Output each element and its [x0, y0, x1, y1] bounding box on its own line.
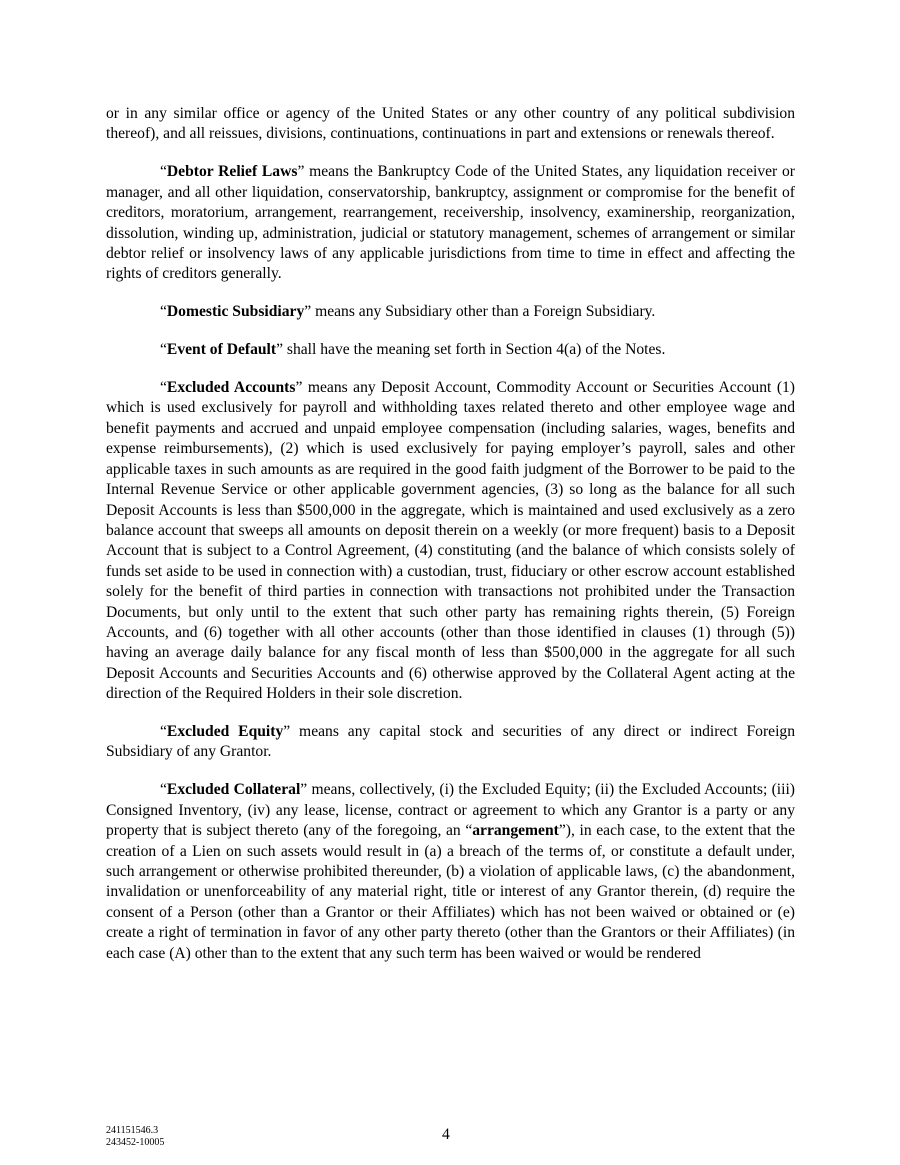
- defined-term: Event of Default: [166, 341, 277, 359]
- defined-term: Domestic Subsidiary: [166, 303, 305, 321]
- defined-term: Excluded Equity: [166, 723, 284, 741]
- page-number: 4: [442, 1126, 450, 1143]
- defined-term: Debtor Relief Laws: [166, 163, 298, 181]
- definition-domestic-subsidiary: “Domestic Subsidiary” means any Subsidiary other than a Foreign Subsidiary.: [160, 303, 656, 321]
- definition-text: means, collectively, (i) the Excluded Equity; (ii) the Excluded Accounts; (iii) Consigned Inventory, (iv) any lease, license, contract or agreement to which any Grantor is a party or any property that is subject thereto (any of the foregoing, an “: [106, 781, 795, 840]
- definition-text: means any capital stock and securities of any direct or indirect Foreign Subsidiary of any Grantor.: [106, 723, 796, 761]
- definition-excluded-collateral: “Excluded Collateral” means, collectively, (i) the Excluded Equity; (ii) the Excluded Accounts; (iii) Consigned Inventory, (iv) any lease, license, contract or agreement to which any Grantor is a party or any property that is subject thereto (any of the foregoing, an “arrangement”), in each case, to the extent that the creation of a Lien on such assets would result in (a) a breach of the terms of, or constitute a default under, such arrangement or otherwise prohibited thereunder, (b) a violation of applicable laws, (c) the abandonment, invalidation or unenforceability of any material right, title or interest of any Grantor therein, (d) require the consent of a Person (other than a Grantor or their Affiliates) which has not been waived or obtained or (e) create a right of termination in favor of any other party thereto (other than the Grantors or their Affiliates) (in each case (A) other than to the extent that any such term has been waived or would be rendered: [106, 781, 795, 962]
- definition-excluded-equity: “Excluded Equity” means any capital stock and securities of any direct or indirect Foreign Subsidiary of any Grantor.: [106, 723, 796, 761]
- definition-text: means any Subsidiary other than a Foreign Subsidiary.: [311, 303, 656, 321]
- defined-term: Excluded Collateral: [166, 781, 301, 799]
- defined-term: Excluded Accounts: [166, 379, 296, 397]
- definition-excluded-accounts: “Excluded Accounts” means any Deposit Account, Commodity Account or Securities Account (1) which is used exclusively for payroll and withholding taxes related thereto and other employee wage and benefit payments and accrued and unpaid employee compensation (including salaries, wages, benefits and expense reimbursements), (2) which is used exclusively for paying employer’s payroll, sales and other applicable taxes in such amounts as are required in the good faith judgment of the Borrower to be paid to the Internal Revenue Service or other applicable government agencies, (3) so long as the balance for all such Deposit Accounts is less than $500,000 in the aggregate, which is maintained and used exclusively as a zero balance account that sweeps all amounts on deposit therein on a weekly (or more frequent) basis to a Deposit Account that is subject to a Control Agreement, (4) constituting (and the balance of which consists solely of funds set aside to be used in connection with) a custodian, trust, fiduciary or other escrow account established solely for the benefit of third parties in connection with transactions not prohibited under the Transaction Documents, but only until to the extent that such other party has remaining rights therein, (5) Foreign Accounts, and (6) together with all other accounts (other than those identified in clauses (1) through (5)) having an average daily balance for any fiscal month of less than $500,000 in the aggregate for all such Deposit Accounts and Securities Accounts and (6) otherwise approved by the Collateral Agent acting at the direction of the Required Holders in their sole discretion.: [106, 379, 796, 703]
- definition-text: means any Deposit Account, Commodity Account or Securities Account (1) which is used exclusively for payroll and withholding taxes related thereto and other employee wage and benefit payments and accrued and unpaid employee compensation (including salaries, wages, benefits and expense reimbursements), (2) which is used exclusively for paying employer’s payroll, sales and other applicable taxes in such amounts as are required in the good faith judgment of the Borrower to be paid to the Internal Revenue Service or other applicable government agencies, (3) so long as the balance for all such Deposit Accounts is less than $500,000 in the aggregate, which is maintained and used exclusively as a zero balance account that sweeps all amounts on deposit therein on a weekly (or more frequent) basis to a Deposit Account that is subject to a Control Agreement, (4) constituting (and the balance of which consists solely of funds set aside to be used in connection with) a custodian, trust, fiduciary or other escrow account established solely for the benefit of third parties in connection with transactions not prohibited under the Transaction Documents, but only until to the extent that such other party has remaining rights therein, (5) Foreign Accounts, and (6) together with all other accounts (other than those identified in clauses (1) through (5)) having an average daily balance for any fiscal month of less than $500,000 in the aggregate for all such Deposit Accounts and Securities Accounts and (6) otherwise approved by the Collateral Agent acting at the direction of the Required Holders in their sole discretion.: [106, 379, 796, 703]
- document-page: [106, 104, 795, 964]
- footer-document-ids: [106, 1125, 164, 1149]
- inline-defined-term: arrangement: [472, 822, 559, 840]
- footer-doc-id-2: 243452-10005: [106, 1137, 165, 1148]
- definition-text-continued: ”), in each case, to the extent that the creation of a Lien on such assets would result in (a) a breach of the terms of, or constitute a default under, such arrangement or otherwise prohibited thereunder, (b) a violation of applicable laws, (c) the abandonment, invalidation or unenforceability of any material right, title or interest of any Grantor therein, (d) require the consent of a Person (other than a Grantor or their Affiliates) which has not been waived or obtained or (e) create a right of termination in favor of any other party thereto (other than the Grantors or their Affiliates) (in each case (A) other than to the extent that any such term has been waived or would be rendered: [106, 822, 795, 962]
- definition-debtor-relief-laws: “Debtor Relief Laws” means the Bankruptcy Code of the United States, any liquidation receiver or manager, and all other liquidation, conservatorship, bankruptcy, assignment or compromise for the benefit of creditors, moratorium, arrangement, rearrangement, receivership, insolvency, examinership, reorganization, dissolution, winding up, administration, judicial or statutory management, schemes of arrangement or similar debtor relief or insolvency laws of any applicable jurisdictions from time to time in effect and affecting the rights of creditors generally.: [106, 163, 795, 283]
- definition-event-of-default: “Event of Default” shall have the meaning set forth in Section 4(a) of the Notes.: [160, 341, 666, 359]
- definition-text: means the Bankruptcy Code of the United States, any liquidation receiver or manager, and all other liquidation, conservatorship, bankruptcy, assignment or compromise for the benefit of creditors, moratorium, arrangement, rearrangement, receivership, insolvency, examinership, reorganization, dissolution, winding up, administration, judicial or statutory management, schemes of arrangement or similar debtor relief or insolvency laws of any applicable jurisdictions from time to time in effect and affecting the rights of creditors generally.: [106, 163, 795, 283]
- continuation-paragraph: or in any similar office or agency of the United States or any other country of any political subdivision thereof), and all reissues, divisions, continuations, continuations in part and extensions or renewals thereof.: [106, 105, 795, 143]
- footer-doc-id-1: 241151546.3: [106, 1125, 159, 1136]
- definition-text: shall have the meaning set forth in Section 4(a) of the Notes.: [283, 341, 666, 359]
